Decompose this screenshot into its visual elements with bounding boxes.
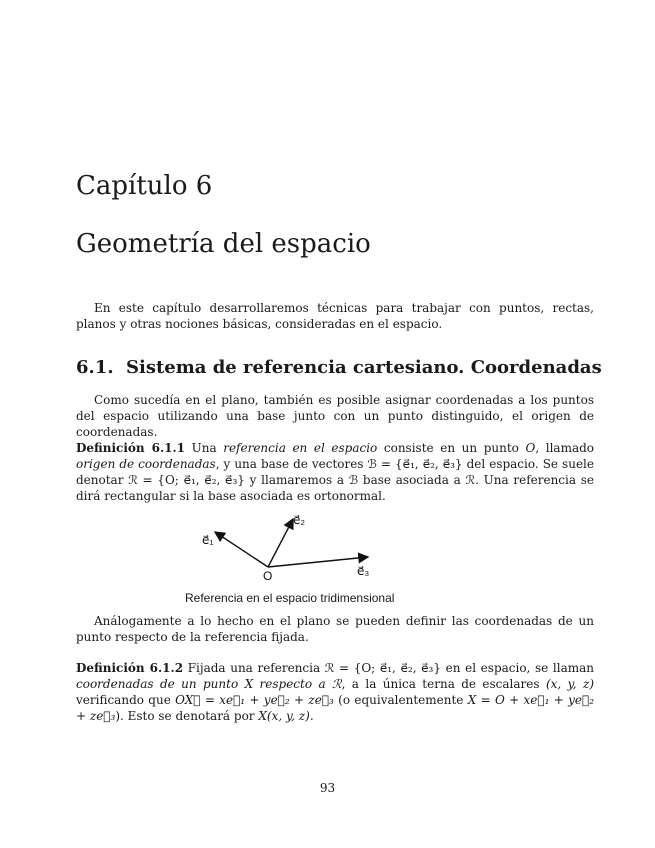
- def1-text-8: . Una referencia se dirá rectangular si la base asociada es ortonormal.: [76, 473, 595, 503]
- def1-text-1: Una: [191, 441, 224, 455]
- def1-text-7: base asociada a: [358, 473, 466, 487]
- def2-text-2: en el espacio, se llaman: [440, 661, 595, 675]
- def1-term-origin: origen de coordenadas: [76, 457, 216, 471]
- def1-text-6: y llamaremos a: [244, 473, 349, 487]
- def2-text-7: .: [309, 709, 314, 723]
- def2-math-notation: X(x, y, z): [258, 709, 310, 723]
- definition-1: [76, 440, 594, 504]
- section-title: Sistema de referencia cartesiano. Coordenadas: [126, 357, 602, 378]
- def2-term-coordinates: coordenadas de un punto X respecto a ℛ: [76, 677, 342, 691]
- label-e3: e⃗₃: [357, 564, 370, 578]
- def2-math-x: X = O + xe⃗₁ + ye⃗₂ + ze⃗₃: [76, 693, 595, 723]
- vector-e1-arrow: [215, 532, 268, 567]
- definition-2: [76, 660, 594, 724]
- intro-paragraph: [76, 300, 594, 332]
- def2-math-triple: (x, y, z): [545, 677, 595, 691]
- label-origin: O: [263, 569, 273, 583]
- def1-text-4: , y una base de vectores: [215, 457, 368, 471]
- label-e1: e⃗₁: [202, 533, 214, 547]
- reference-frame-figure: [180, 510, 400, 585]
- def2-text-3: , a la única terna de escalares: [341, 677, 546, 691]
- def2-math-reference: ℛ = {O; e⃗₁, e⃗₂, e⃗₃}: [324, 661, 441, 675]
- page-number: 93: [319, 781, 336, 795]
- def1-math-reference: ℛ = {O; e⃗₁, e⃗₂, e⃗₃}: [128, 473, 245, 487]
- chapter-label: Capítulo 6: [76, 171, 213, 201]
- after-figure-text: Análogamente a lo hecho en el plano se pueden definir las coordenadas de un punto respecto de la referencia fijada.: [76, 614, 594, 644]
- def2-text-4: verificando que: [76, 693, 176, 707]
- definition-1-label: Definición 6.1.1: [76, 441, 186, 455]
- def1-text-2: consiste en un punto: [377, 441, 526, 455]
- def2-text-6: ). Esto se denotará por: [115, 709, 259, 723]
- def1-text-5: del espacio. Se suele denotar: [76, 457, 594, 487]
- def1-term-reference: referencia en el espacio: [223, 441, 378, 455]
- def2-text-5: (o equivalentemente: [333, 693, 468, 707]
- def1-math-basis: ℬ = {e⃗₁, e⃗₂, e⃗₃}: [367, 457, 463, 471]
- def2-text-1: Fijada una referencia: [183, 661, 325, 675]
- def2-math-ox: OX⃗ = xe⃗₁ + ye⃗₂ + ze⃗₃: [175, 693, 334, 707]
- section-intro-paragraph: [76, 392, 594, 440]
- def1-text-3: , llamado: [535, 441, 595, 455]
- vector-e2-arrow: [268, 519, 293, 567]
- def1-math-r: ℛ: [465, 473, 476, 487]
- vector-e3-arrow: [268, 557, 368, 567]
- def1-math-origin: O: [525, 441, 536, 455]
- after-figure-paragraph: [76, 613, 594, 645]
- intro-text: En este capítulo desarrollaremos técnicas para trabajar con puntos, rectas, planos y otras nociones básicas, consideradas en el espacio.: [76, 301, 594, 331]
- def1-math-b: ℬ: [348, 473, 359, 487]
- chapter-title: Geometría del espacio: [76, 229, 371, 259]
- section-intro-text: Como sucedía en el plano, también es posible asignar coordenadas a los puntos del espacio utilizando una base junto con un punto distinguido, el origen de coordenadas.: [76, 393, 594, 439]
- section-number: 6.1.: [76, 357, 114, 378]
- figure-caption: Referencia en el espacio tridimensional: [185, 591, 395, 605]
- definition-2-label: Definición 6.1.2: [76, 661, 184, 675]
- label-e2: e⃗₂: [293, 513, 306, 527]
- section-heading: [76, 356, 602, 380]
